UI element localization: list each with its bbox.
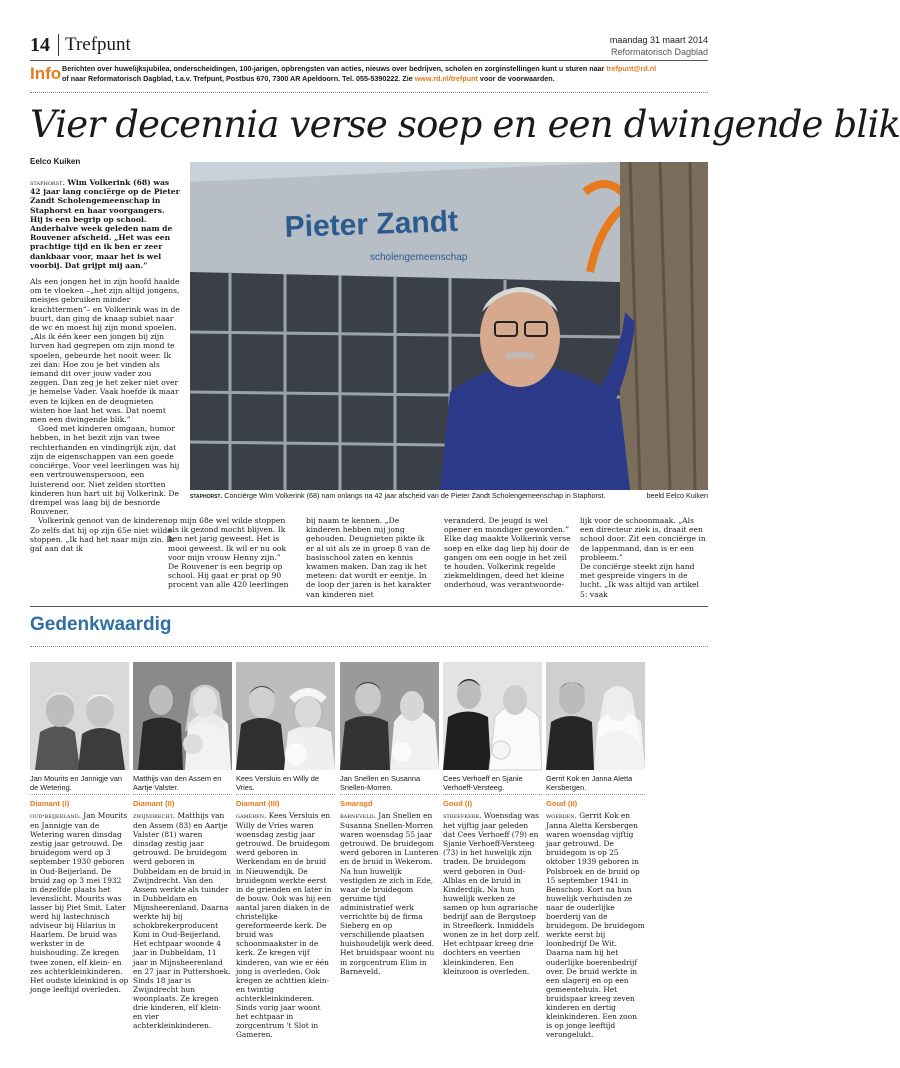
intro-place: staphorst. <box>30 178 65 187</box>
couple-names-3: Kees Versluis en Willy de Vries. <box>236 774 319 792</box>
couple-text-2 <box>133 811 232 1030</box>
intro-text: Wim Volkerink (68) was 42 jaar lang conciërge op de Pieter Zandt Scholengemeenschap in Staphorst en haar voorgangers. Hij is een begrip op school. Anderhalve week geleden nam de Rouvener afscheid. „Het was een prachtige tijd en ik ben er zeer dankbaar voor, maar het is wel voorbij. Dat grijpt mij aan.” <box>30 178 180 270</box>
couple-photo-6 <box>546 662 645 770</box>
couple-place-3: gameren. <box>236 812 267 820</box>
headline: Vier decennia verse soep en een dwingende blik <box>30 103 900 146</box>
couple-anniversary-4: Smaragd <box>340 799 373 808</box>
couple-photo-2-illustration <box>133 662 232 770</box>
article-intro <box>30 178 180 270</box>
couple-place-2: zwijndrecht. <box>133 812 176 820</box>
info-url-link[interactable]: www.rd.nl/trefpunt <box>414 74 478 83</box>
couple-photo-5-illustration <box>443 662 542 770</box>
paragraph-3: Volkerink genoot van de kinderen. Zo zelfs dat hij op zijn 65e niet wilde stoppen. „Ik had het naar mijn zin. Ik gaf aan dat ik <box>30 516 174 553</box>
article-column-1 <box>30 178 180 553</box>
couple-divider-5 <box>443 794 542 795</box>
couple-photo-5 <box>443 662 542 770</box>
caption-place: staphorst. <box>190 493 223 500</box>
header-rule <box>30 60 708 61</box>
couple-place-5: streefkerk. <box>443 812 482 820</box>
couple-names-6: Gerrit Kok en Janna Aletta Kersbergen. <box>546 774 633 792</box>
couple-text-4 <box>340 811 439 976</box>
info-text-1: Berichten over huwelijksjubilea, onderscheidingen, 100-jarigen, opbrengsten van acties, nieuws over bedrijven, scholen en zorginstellingen kunt u sturen naar <box>62 64 607 73</box>
couple-story-4: Jan Snellen en Susanna Snellen-Morren waren woensdag 55 jaar getrouwd. De bruidegom werd geboren in Lunteren en de bruid in Wekerom. Na hun huwelijk vestigden ze zich in Ede, waar de bruidegom geruime tijd administratief werk verrichtte bij de firma Sieberg en op verschillende plaatsen huishoudelijk werk deed. Het bruidspaar woont nu in zorgcentrum Elim in Barneveld. <box>340 811 439 976</box>
couple-names-2: Matthijs van den Assem en Aartje Valster. <box>133 774 222 792</box>
couple-story-1: Jan Mourits en Jannigje van de Wetering waren dinsdag zestig jaar getrouwd. De bruidegom werd op 3 september 1930 geboren in Oud-Beijerland. De bruid zag op 3 mei 1932 in dezelfde plaats het levenslicht. Mourits was lasser bij Piet Smit. Later werd hij lastechnisch adviseur bij Hilarius in Haarlem. De bruid was werkster in de huishouding. Ze kregen twee zonen, elf klein- en zes achterkleinkinderen. Het oudste kleinkind is op jonge leeftijd overleden. <box>30 811 129 994</box>
paper-name: Reformatorisch Dagblad <box>610 47 708 57</box>
article-column-3: bij naam te kennen. „De kinderen hebben mij jong gehouden. Deugnieten pikte ik er al uit als ze in groep 8 van de basisschool zaten en kennis kwamen maken. Dan zag ik het meteen: dat wordt er eentje. In de loop der jaren is het karakter van kinderen niet <box>306 516 431 599</box>
paragraph-1: Als een jongen het in zijn hoofd haalde om te vloeken –„het zijn altijd jongens, meisjes gebruiken minder krachttermen”– en Volkerink was in de buurt, dan ging de knaap subiet naar de wc en moest hij zijn mond spoelen. „Als ik één keer een jongen bij zijn lurven had gegrepen om zijn mond te spoelen, gebeurde het nooit weer. Ik zei dan: Hoe zou je het vinden als iemand dit over jouw vader zou zeggen. Dan zeg je het zeker niet over je hemelse Vader. Vaak hoefde ik maar even te kijken en de deugnieten wisten hoe laat het was. Dat noemt men een dwingende blik.” <box>30 277 180 425</box>
info-text-3: voor de voorwaarden. <box>477 74 555 83</box>
info-divider <box>30 92 708 93</box>
section-title: Trefpunt <box>58 34 131 56</box>
couple-text-5 <box>443 811 542 976</box>
section-divider <box>30 606 708 607</box>
couple-photo-4-illustration <box>340 662 439 770</box>
gedenkwaardig-title: Gedenkwaardig <box>30 614 172 635</box>
gedenkwaardig-divider <box>30 646 708 647</box>
couple-place-6: woerden. <box>546 812 577 820</box>
couple-anniversary-6: Goud (II) <box>546 799 578 808</box>
couple-text-6 <box>546 811 645 1039</box>
info-text-2: of naar Reformatorisch Dagblad, t.a.v. Trefpunt, Postbus 670, 7300 AR Apeldoorn. Tel. 055-5390222. Zie <box>62 74 415 83</box>
couple-place-4: barneveld. <box>340 812 376 820</box>
masthead-date <box>610 34 708 58</box>
couple-photo-1 <box>30 662 129 770</box>
couple-divider-6 <box>546 794 645 795</box>
article-column-5: lijk voor de schoonmaak. „Als een directeur ziek is, draait een school door. Zit een conciërge in de lappenmand, dan is er een probleem.” De conciërge steekt zijn hand met gespreide vingers in de lucht. „Ik was altijd van artikel 5: vaak <box>580 516 706 599</box>
couple-anniversary-5: Goud (I) <box>443 799 473 808</box>
photo-caption <box>190 491 708 501</box>
couple-story-5: Woensdag was het vijftig jaar geleden dat Cees Verhoeff (79) en Sjanie Verhoeff-Versteeg (73) in het huwelijk zijn traden. De bruidegom werd geboren in Oud-Alblas en de bruid in Kinderdijk. Na hun huwelijk werken ze samen op hun agrarische bedrijf aan de Bergstoep in Streefkerk. Inmiddels wonen ze in het dorp zelf. Het echtpaar kreeg drie dochters en veertien kleinkinderen. Een kleinzoon is overleden. <box>443 811 540 976</box>
page-number: 14 <box>30 34 50 56</box>
couple-photo-2 <box>133 662 232 770</box>
couple-names-1: Jan Mourits en Jannigje van de Wetering. <box>30 774 123 792</box>
couple-text-3 <box>236 811 335 1039</box>
couple-photo-3 <box>236 662 335 770</box>
info-email-link[interactable]: trefpunt@rd.nl <box>606 64 657 73</box>
info-text <box>62 64 710 84</box>
couple-divider-3 <box>236 794 335 795</box>
couple-photo-4 <box>340 662 439 770</box>
couple-divider-2 <box>133 794 232 795</box>
couple-names-4: Jan Snellen en Susanna Snellen-Morren. <box>340 774 421 792</box>
couple-divider-4 <box>340 794 439 795</box>
couple-photo-1-illustration <box>30 662 129 770</box>
couple-story-2: Matthijs van den Assem (83) en Aartje Valster (81) waren dinsdag zestig jaar getrouwd. De bruidegom werd geboren in Dubbeldam en de bruid in Zwijndrecht. Van den Assem werkte als tuinder in Dubbeldam en Mijnsheerenland. Daarna werkte hij bij schokbrekerproducent Koni in Oud-Beijerland. Het echtpaar woonde 4 jaar in Dubbeldam, 11 jaar in Mijnsheerenland en 27 jaar in Puttershoek. Sinds 18 jaar is Zwijndrecht hun woonplaats. Ze kregen drie kinderen, elf klein- en vier achterkleinkinderen. <box>133 811 231 1031</box>
couple-text-1 <box>30 811 129 994</box>
issue-date: maandag 31 maart 2014 <box>609 35 708 45</box>
article-photo <box>190 162 708 490</box>
couple-divider-1 <box>30 794 129 795</box>
couple-photo-6-illustration <box>546 662 645 770</box>
caption-text: Conciërge Wim Volkerink (68) nam onlangs na 42 jaar afscheid van de Pieter Zandt Scholengemeenschap in Staphorst. <box>222 491 606 500</box>
photo-illustration <box>190 162 708 490</box>
article-column-2: op mijn 68e wel wilde stoppen als ik gezond mocht blijven. Ik ben net jarig geweest. Het is mooi geweest. Ik wil er nu ook voor mijn vrouw Henny zijn.” De Rouvener is een begrip op school. Hij gaat er prat op 90 procent van alle 420 leerlingen <box>168 516 289 590</box>
couple-photo-3-illustration <box>236 662 335 770</box>
couple-anniversary-3: Diamant (III) <box>236 799 280 808</box>
couple-anniversary-2: Diamant (II) <box>133 799 175 808</box>
couple-place-1: oud-beijerland. <box>30 812 81 820</box>
couple-names-5: Cees Verhoeff en Sjanie Verhoeff-Versteeg. <box>443 774 523 792</box>
photo-building-subtitle: scholengemeenschap <box>370 252 468 263</box>
paragraph-2: Goed met kinderen omgaan, humor hebben, in het bezit zijn van twee rechterhanden en vindingrijk zijn, dat zijn de eigenschappen van een goede conciërge. Voor veel leerlingen was hij een vertrouwenspersoon, een luisterend oor. Niet zelden stortten kinderen hun hart uit bij Volkerink. De drempel was laag bij de besnorde Rouvener. <box>30 424 180 517</box>
couple-story-6: Gerrit Kok en Janna Aletta Kersbergen waren woensdag vijftig jaar getrouwd. De bruidegom is op 25 oktober 1939 geboren in Polsbroek en de bruid op 15 september 1941 in Benschop. Kort na hun huwelijk verhuisden ze naar de ouderlijke boerderij van de bruidegom. De bruidegom werkte eerst bij loonbedrijf De Wit. Daarna nam hij het ouderlijke boerenbedrijf over. De bruid werkte in een slagerij en op een gemeentehuis. Het bruidspaar kreeg zeven kinderen en dertig kleinkinderen. Een zoon is op jonge leeftijd verongelukt. <box>546 811 645 1040</box>
photo-credit: beeld Eelco Kuiken <box>646 491 708 500</box>
couple-anniversary-1: Diamant (I) <box>30 799 70 808</box>
couple-story-3: Kees Versluis en Willy de Vries waren woensdag zestig jaar getrouwd. De bruidegom werd geboren in Werkendam en de bruid in Nieuwendijk. De bruidegom werkte eerst in de grienden en later in de bouw. Ook was hij een aantal jaren diaken in de christelijke gereformeerde kerk. De bruid was schoonmaakster in de kerk. Ze kregen vijf kinderen, van wie er één jong is overleden. Ook kregen ze achttien klein- en twintig achterkleinkinderen. Sinds vorig jaar woont het echtpaar in zorgcentrum 't Slot in Gameren. <box>236 811 332 1040</box>
article-column-4: veranderd. De jeugd is wel opener en mondiger geworden.” Elke dag maakte Volkerink verse soep en elke dag liep hij door de gangen om een oogje in het zeil te houden. Volkerink regelde ziekmeldingen, deed het kleine onderhoud, was verantwoorde- <box>444 516 571 590</box>
photo-building-name: Pieter Zandt <box>284 204 459 244</box>
info-label: Info <box>30 64 62 83</box>
byline: Eelco Kuiken <box>30 157 81 166</box>
